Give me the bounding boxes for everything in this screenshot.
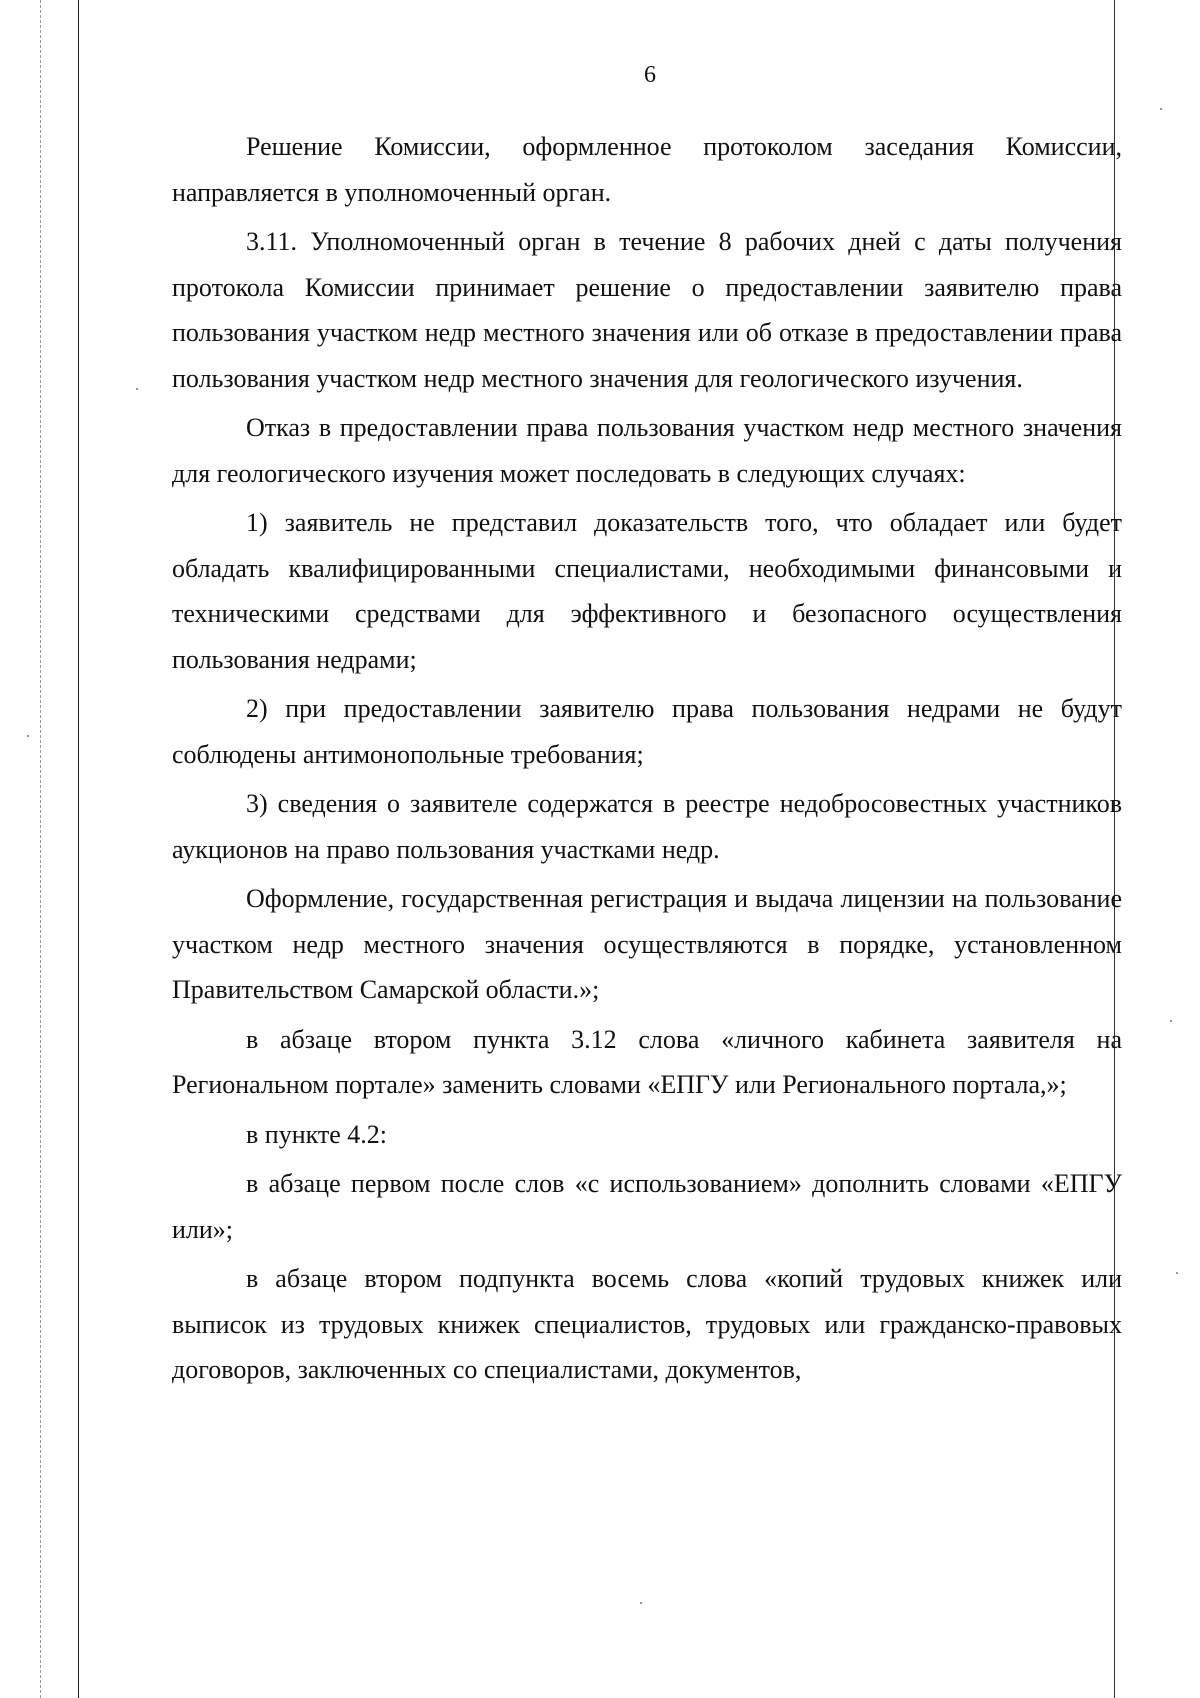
- paragraph: Оформление, государственная регистрация и выдача лицензии на пользование участком недр местного значения осуществляются в порядке, установленном Правительством Самарской области.»;: [172, 884, 1122, 1004]
- scan-speck: [27, 735, 29, 737]
- scan-speck: [136, 388, 138, 390]
- document-body: [172, 124, 1122, 1397]
- scan-edge-dashed-line: [40, 0, 41, 1698]
- page-number: 6: [644, 62, 656, 88]
- scan-speck: [1170, 1020, 1172, 1022]
- paragraph: в абзаце втором подпункта восемь слова «копий трудовых книжек или выписок из трудовых книжек специалистов, трудовых или гражданско-правовых договоров, заключенных со специалистами, документов,: [172, 1264, 1122, 1384]
- scan-speck: [640, 1602, 642, 1604]
- paragraph: 2) при предоставлении заявителю права пользования недрами не будут соблюдены антимонопольные требования;: [172, 694, 1122, 769]
- paragraph: 3.11. Уполномоченный орган в течение 8 рабочих дней с даты получения протокола Комиссии принимает решение о предоставлении заявителю права пользования участком недр местного значения или об отказе в предоставлении права пользования участком недр местного значения для геологического изучения.: [172, 227, 1122, 393]
- paragraph: 3) сведения о заявителе содержатся в реестре недобросовестных участников аукционов на право пользования участками недр.: [172, 789, 1122, 864]
- scan-left-border-line: [78, 0, 79, 1698]
- scan-speck: [1160, 108, 1162, 110]
- paragraph: в абзаце втором пункта 3.12 слова «личного кабинета заявителя на Региональном портале» заменить словами «ЕПГУ или Регионального портала,»;: [172, 1024, 1122, 1099]
- paragraph: в абзаце первом после слов «с использованием» дополнить словами «ЕПГУ или»;: [172, 1169, 1122, 1244]
- paragraph: Решение Комиссии, оформленное протоколом заседания Комиссии, направляется в уполномоченный орган.: [172, 132, 1122, 207]
- paragraph: в пункте 4.2:: [246, 1119, 388, 1149]
- paragraph: Отказ в предоставлении права пользования участком недр местного значения для геологического изучения может последовать в следующих случаях:: [172, 413, 1122, 488]
- scan-speck: [1176, 1272, 1178, 1274]
- paragraph: 1) заявитель не представил доказательств того, что обладает или будет обладать квалифицированными специалистами, необходимыми финансовыми и техническими средствами для эффективного и безопасного осуществления пользования недрами;: [172, 508, 1122, 674]
